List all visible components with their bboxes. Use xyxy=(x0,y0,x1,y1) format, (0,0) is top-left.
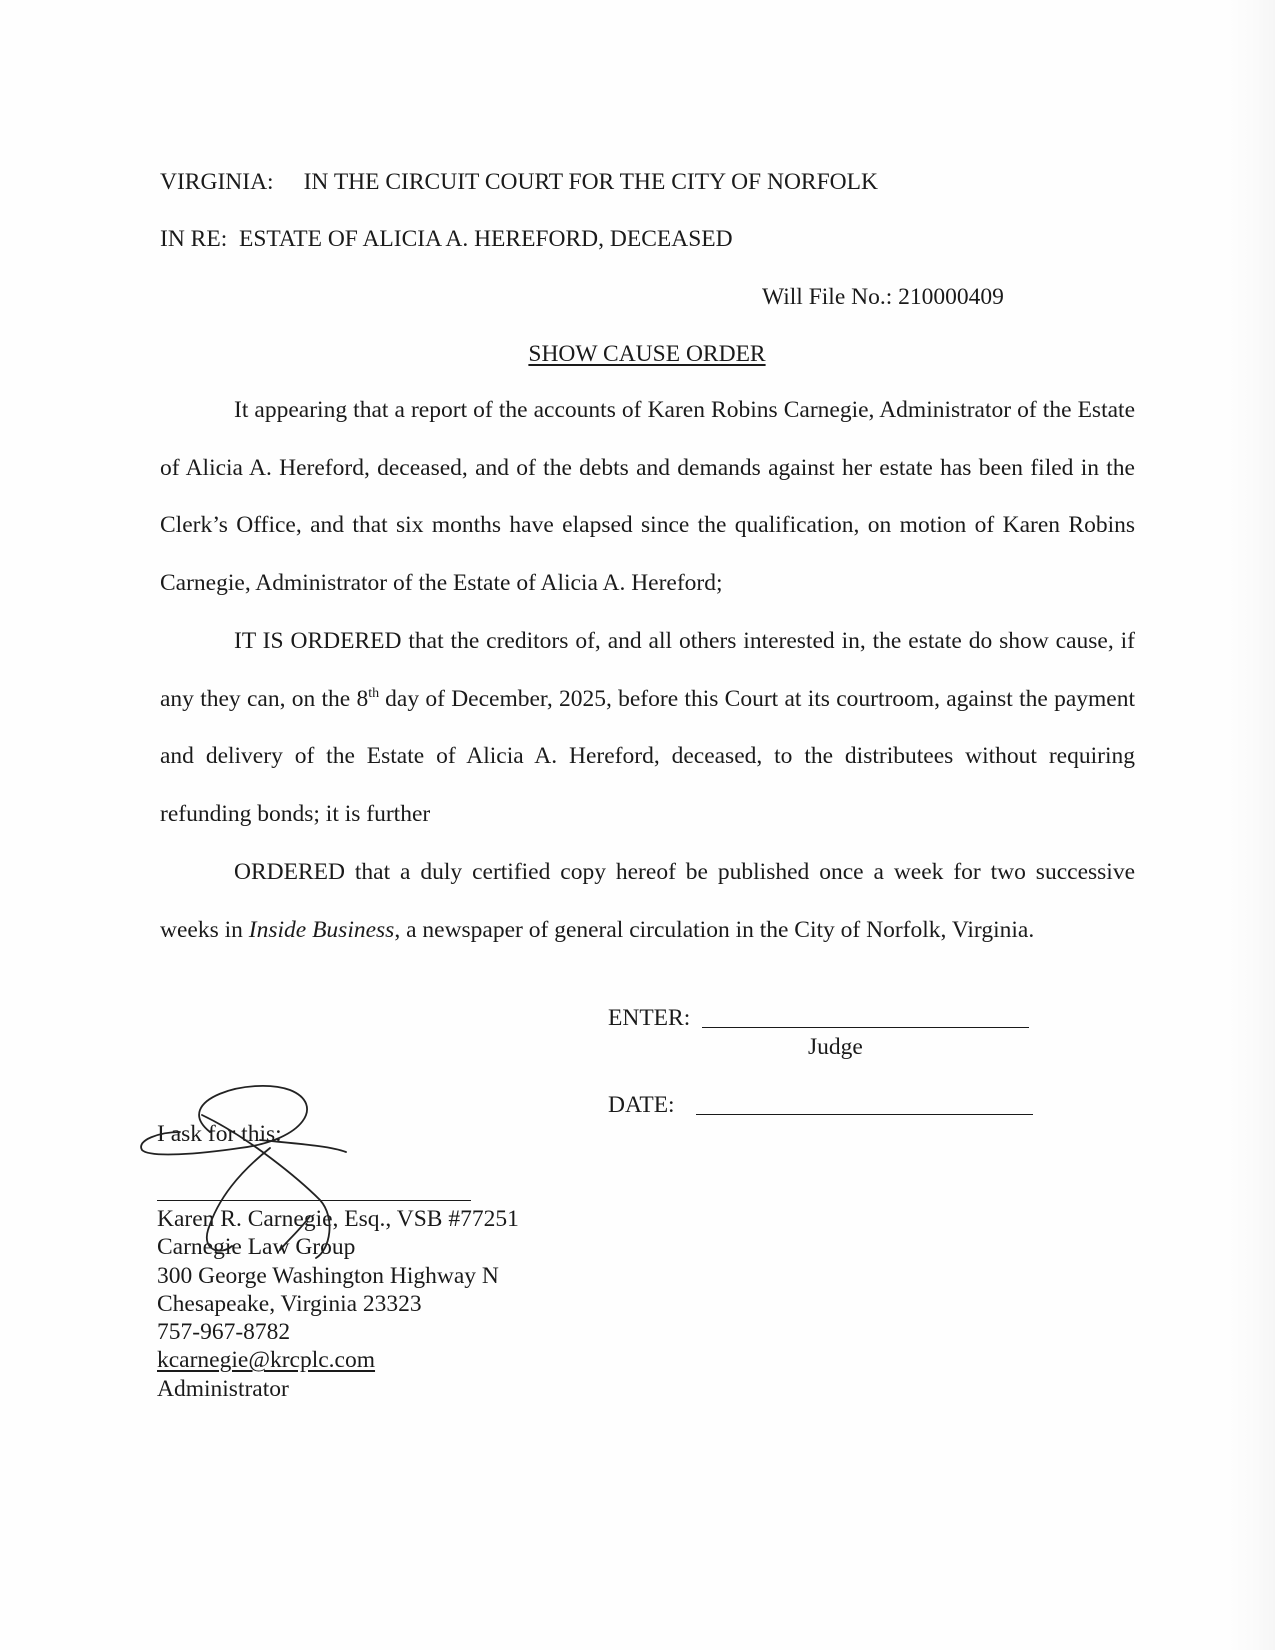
newspaper-name: Inside Business xyxy=(248,916,395,943)
order-title: SHOW CAUSE ORDER xyxy=(528,341,766,367)
address-line-1: 300 George Washington Highway N xyxy=(157,1262,499,1289)
paragraph-report: It appearing that a report of the accounts of Karen Robins Carnegie, Administrator of the Estate of Alicia A. Hereford, deceased, and of the debts and demands against her estate has been filed in the Clerk’s Office, and that six months have elapsed since the qualification, on motion of Karen Robins Carnegie, Administrator of the Estate of Alicia A. Hereford; xyxy=(160,397,1135,597)
law-firm: Carnegie Law Group xyxy=(157,1234,356,1261)
handwritten-signature xyxy=(140,1080,380,1260)
enter-label: ENTER: xyxy=(608,1005,691,1031)
scan-edge-shadow xyxy=(1227,0,1275,1650)
ask-for-this-label: I ask for this: xyxy=(157,1121,282,1147)
phone-number: 757-967-8782 xyxy=(157,1319,291,1346)
caption-state: VIRGINIA: xyxy=(160,169,274,195)
court-caption xyxy=(160,171,878,195)
paragraph-publication-end: , a newspaper of general circulation in the City of Norfolk, Virginia. xyxy=(394,916,1035,943)
attorney-role: Administrator xyxy=(157,1375,289,1402)
date-line xyxy=(696,1114,1033,1115)
will-file-number: Will File No.: 210000409 xyxy=(762,284,1004,310)
email-link[interactable]: kcarnegie@krcplc.com xyxy=(157,1347,376,1374)
paragraph-publication-start: ORDERED that a duly certified copy hereof be published once a week for two successive weeks in xyxy=(160,859,1135,943)
address-line-2: Chesapeake, Virginia 23323 xyxy=(157,1290,422,1317)
ordinal-suffix: th xyxy=(368,685,380,701)
caption-court-name: IN THE CIRCUIT COURT FOR THE CITY OF NORFOLK xyxy=(303,169,878,195)
paragraph-publication xyxy=(160,844,1135,959)
paragraph-it-is-ordered-start: IT IS ORDERED that the creditors of, and all others interested in, the estate do show cause, if any they can, on the 8 xyxy=(160,628,1135,712)
paragraph-it-is-ordered xyxy=(160,613,1135,844)
paragraph-it-is-ordered-end: day of December, 2025, before this Court at its courtroom, against the payment and delivery of the Estate of Alicia A. Hereford, deceased, to the distributees without requiring refunding bonds; it is further xyxy=(160,685,1135,828)
estate-caption: IN RE: ESTATE OF ALICIA A. HEREFORD, DECEASED xyxy=(160,226,733,252)
judge-label: Judge xyxy=(808,1034,863,1060)
attorney-name: Karen R. Carnegie, Esq., VSB #77251 xyxy=(157,1206,519,1232)
date-label: DATE: xyxy=(608,1092,675,1118)
judge-signature-line xyxy=(702,1027,1029,1028)
